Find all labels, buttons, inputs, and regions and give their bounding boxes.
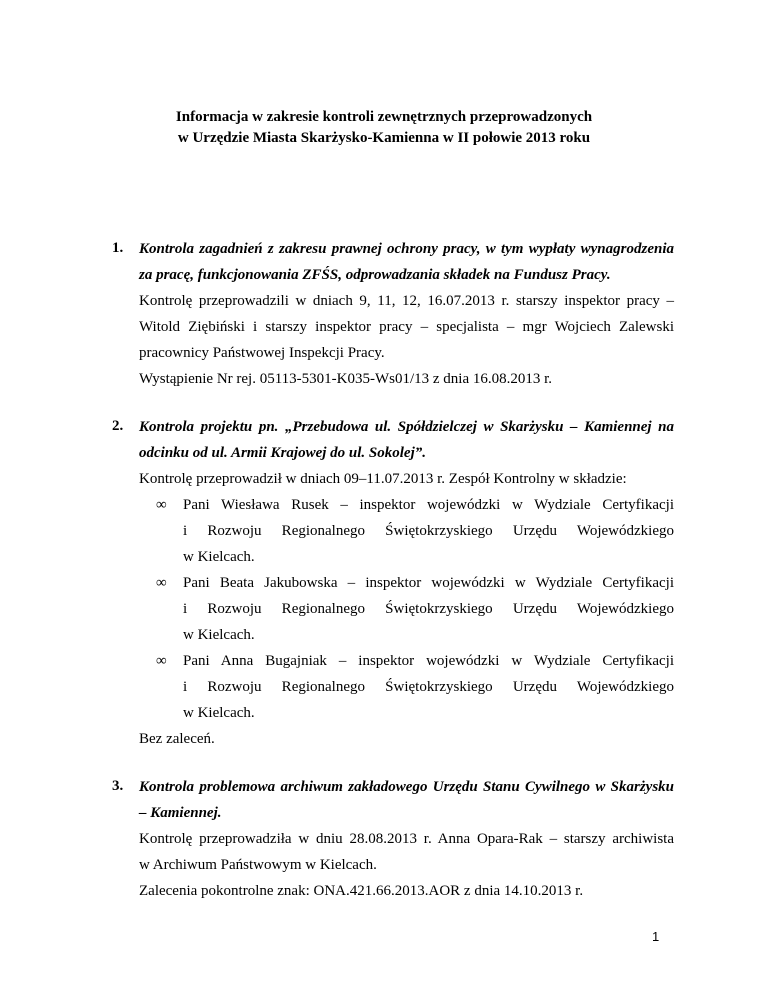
section-3-heading-line-1: Kontrola problemowa archiwum zakładowego Urzędu Stanu Cywilnego w Skarżysku — [139, 779, 674, 795]
member-1-line-3: w Kielcach. — [183, 549, 255, 565]
section-3-body-line-1: Kontrolę przeprowadziła w dniu 28.08.2013 r. Anna Opara-Rak – starszy archiwista — [139, 831, 674, 847]
section-2-outro: Bez zaleceń. — [139, 731, 215, 747]
bullet-icon: ∞ — [156, 653, 167, 669]
section-3-number: 3. — [112, 778, 124, 794]
section-2-heading-line-2: odcinku od ul. Armii Krajowej do ul. Sokolej”. — [139, 445, 426, 461]
member-3-line-2: i Rozwoju Regionalnego Świętokrzyskiego Urzędu Wojewódzkiego — [183, 679, 674, 695]
member-1-line-1: Pani Wiesława Rusek – inspektor wojewódzki w Wydziale Certyfikacji — [183, 497, 674, 513]
section-3-body-line-3: Zalecenia pokontrolne znak: ONA.421.66.2013.AOR z dnia 14.10.2013 r. — [139, 883, 584, 899]
bullet-icon: ∞ — [156, 575, 167, 591]
member-2-line-1: Pani Beata Jakubowska – inspektor wojewódzki w Wydziale Certyfikacji — [183, 575, 674, 591]
section-1-body-line-2: Witold Ziębiński i starszy inspektor pracy – specjalista – mgr Wojciech Zalewski — [139, 319, 674, 335]
section-2-number: 2. — [112, 418, 124, 434]
document-title-line-1: Informacja w zakresie kontroli zewnętrznych przeprowadzonych — [175, 109, 593, 125]
member-2-line-3: w Kielcach. — [183, 627, 255, 643]
member-2-line-2: i Rozwoju Regionalnego Świętokrzyskiego Urzędu Wojewódzkiego — [183, 601, 674, 617]
document-title-line-2: w Urzędzie Miasta Skarżysko-Kamienna w II połowie 2013 roku — [177, 130, 591, 146]
section-1-body-line-4: Wystąpienie Nr rej. 05113-5301-K035-Ws01/13 z dnia 16.08.2013 r. — [139, 371, 553, 387]
section-2-heading-line-1: Kontrola projektu pn. „Przebudowa ul. Spółdzielczej w Skarżysku – Kamiennej na — [139, 419, 674, 435]
member-1-line-2: i Rozwoju Regionalnego Świętokrzyskiego Urzędu Wojewódzkiego — [183, 523, 674, 539]
page-number: 1 — [652, 929, 660, 944]
member-3-line-1: Pani Anna Bugajniak – inspektor wojewódzki w Wydziale Certyfikacji — [183, 653, 674, 669]
section-1-heading-line-1: Kontrola zagadnień z zakresu prawnej ochrony pracy, w tym wypłaty wynagrodzenia — [139, 241, 674, 257]
member-3-line-3: w Kielcach. — [183, 705, 255, 721]
section-1-body-line-3: pracownicy Państwowej Inspekcji Pracy. — [139, 345, 385, 361]
section-1-body-line-1: Kontrolę przeprowadzili w dniach 9, 11, 12, 16.07.2013 r. starszy inspektor pracy – — [139, 293, 674, 309]
bullet-icon: ∞ — [156, 497, 167, 513]
section-1-heading-line-2: za pracę, funkcjonowania ZFŚS, odprowadzania składek na Fundusz Pracy. — [139, 267, 611, 283]
section-1-number: 1. — [112, 240, 124, 256]
section-3-heading-line-2: – Kamiennej. — [139, 805, 222, 821]
section-2-intro: Kontrolę przeprowadził w dniach 09–11.07.2013 r. Zespół Kontrolny w składzie: — [139, 471, 627, 487]
section-3-body-line-2: w Archiwum Państwowym w Kielcach. — [139, 857, 377, 873]
